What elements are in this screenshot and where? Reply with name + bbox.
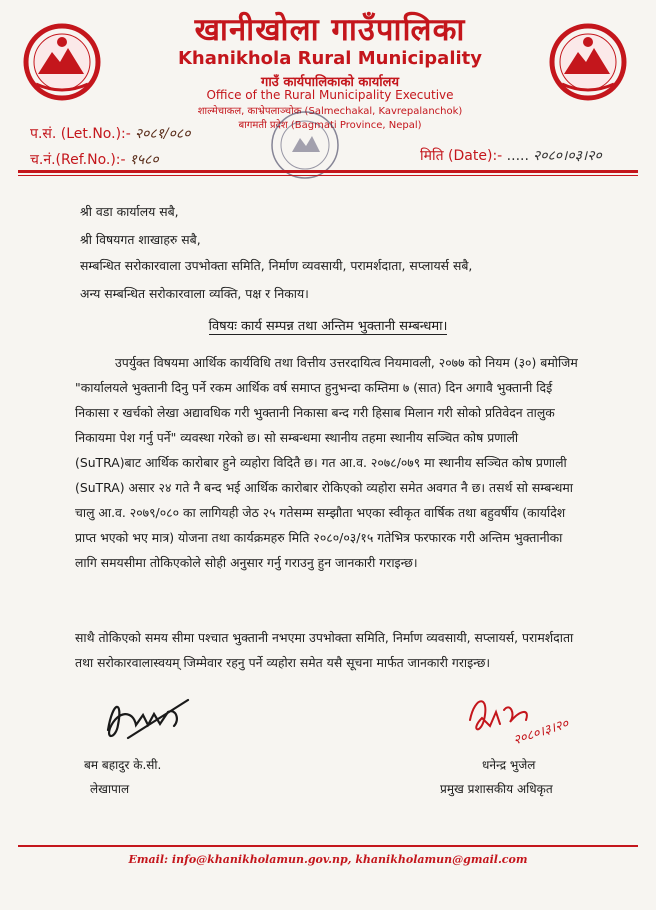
recipient-line: श्री वडा कार्यालय सबै, [80, 204, 179, 219]
province-np: बागमती प्रदेश [238, 120, 288, 131]
cao-title: प्रमुख प्रशासकीय अधिकृत [440, 782, 553, 796]
address-en: Salmechakal, Kavrepalanchok) [308, 106, 463, 117]
office-title-np: गाउँ कार्यपालिकाको कार्यालय [261, 75, 399, 90]
recipient-line: सम्बन्धित सरोकारवाला उपभोक्ता समिति, निर्माण व्यवसायी, परामर्शदाता, सप्लायर्स सबै, [80, 258, 473, 273]
date-line: मिति (Date):- ..... २०८०।०३।२० [420, 148, 602, 164]
date-label: मिति (Date):- [420, 148, 503, 164]
recipient-line: अन्य सम्बन्धित सरोकारवाला व्यक्ति, पक्ष र निकाय। [80, 286, 309, 301]
cao-handwritten-date: २०८०।३।२० [511, 716, 571, 749]
header-divider [18, 170, 638, 173]
letter-number-value: २०८१/०८० [134, 126, 191, 142]
accountant-title: लेखापाल [90, 782, 130, 796]
accountant-signature-icon [88, 690, 198, 750]
province-en: Bagmati Province, Nepal) [294, 120, 422, 131]
ref-number-value: १५८० [129, 152, 159, 168]
letter-number [30, 124, 191, 143]
footer-contact: Email: info@khanikholamun.gov.np, khanikholamun@gmail.com [128, 853, 528, 866]
subject-text: विषयः कार्य सम्पन्न तथा अन्तिम भुक्तानी सम्बन्धमा। [208, 319, 448, 334]
recipient-line: श्री विषयगत शाखाहरु सबै, [80, 232, 201, 247]
municipality-title-np: खानीखोला गाउँपालिका [194, 12, 466, 48]
office-title-en: Office of the Rural Municipality Executive [206, 88, 454, 102]
letter-subject [0, 316, 656, 334]
letter-number-label: प.सं. (Let.No.):- [30, 126, 131, 142]
ref-number [30, 150, 159, 169]
date-value: २०८०।०३।२० [532, 148, 602, 164]
nepal-emblem-icon [22, 22, 102, 102]
province-line: बागमती प्रदेश (Bagmati Province, Nepal) [238, 120, 422, 131]
cao-name: धनेन्द्र भुजेल [482, 758, 536, 772]
body-paragraph-2: साथै तोकिएको समय सीमा पश्चात भुक्तानी नभएमा उपभोक्ता समिति, निर्माण व्यवसायी, सप्लायर्स, परामर्शदाता तथा सरोकारवालास्वयम् जिम्मेवार रहनु पर्ने व्यहोरा समेत यसै सूचना मार्फत जानकारी गराइन्छ। [75, 630, 574, 670]
footer-divider [18, 845, 638, 847]
address-line: शाल्मेचाकल, काभ्रेपलाञ्चोक (Salmechakal, Kavrepalanchok) [197, 106, 463, 117]
address-np: शाल्मेचाकल, काभ्रेपलाञ्चोक [197, 106, 302, 117]
nepal-emblem-icon [548, 22, 628, 102]
municipality-title-en: Khanikhola Rural Municipality [177, 48, 483, 69]
ref-number-label: च.नं.(Ref.No.):- [30, 152, 126, 168]
header-divider-thin [18, 175, 638, 176]
accountant-name: बम बहादुर के.सी. [84, 758, 162, 772]
body-paragraph-1: उपर्युक्त विषयमा आर्थिक कार्यविधि तथा वित्तीय उत्तरदायित्व नियमावली, २०७७ को नियम (३०) बमोजिम "कार्यालयले भुक्तानी दिनु पर्ने रकम आर्थिक वर्ष समाप्त हुनुभन्दा कम्तिमा ७ (सात) दिन अगावै भुक्तानी दिई निकासा र खर्चको लेखा अद्यावधिक गरी भुक्तानी निकासा बन्द गरी हिसाब मिलान गरी सोको प्रतिवेदन तालुक निकायमा पेश गर्नु पर्ने" व्यवस्था गरेको छ। सो सम्बन्धमा स्थानीय तहमा स्थानीय सञ्चित कोष प्रणाली (SuTRA)बाट आर्थिक कारोबार हुने व्यहोरा विदितै छ। गत आ.व. २०७८/०७९ मा स्थानीय सञ्चित कोष प्रणाली (SuTRA) असार २४ गते नै बन्द भई आर्थिक कारोबार रोकिएको व्यहोरा समेत अवगत नै छ। तसर्थ सो सम्बन्धमा चालु आ.व. २०७९/०८० का लागियही जेठ २५ गतेसम्म सम्झौता भएका स्वीकृत वार्षिक तथा बहुवर्षीय (कार्यादेश प्राप्त भएको भए मात्र) योजना तथा कार्यक्रमहरु मिति २०८०/०३/१५ गतेभित्र फरफारक गरी अन्तिम भुक्तानीका लागि समयसीमा तोकिएकोले सोही अनुसार गर्नु गराउनु हुन जानकारी गराइन्छ। [75, 355, 578, 570]
